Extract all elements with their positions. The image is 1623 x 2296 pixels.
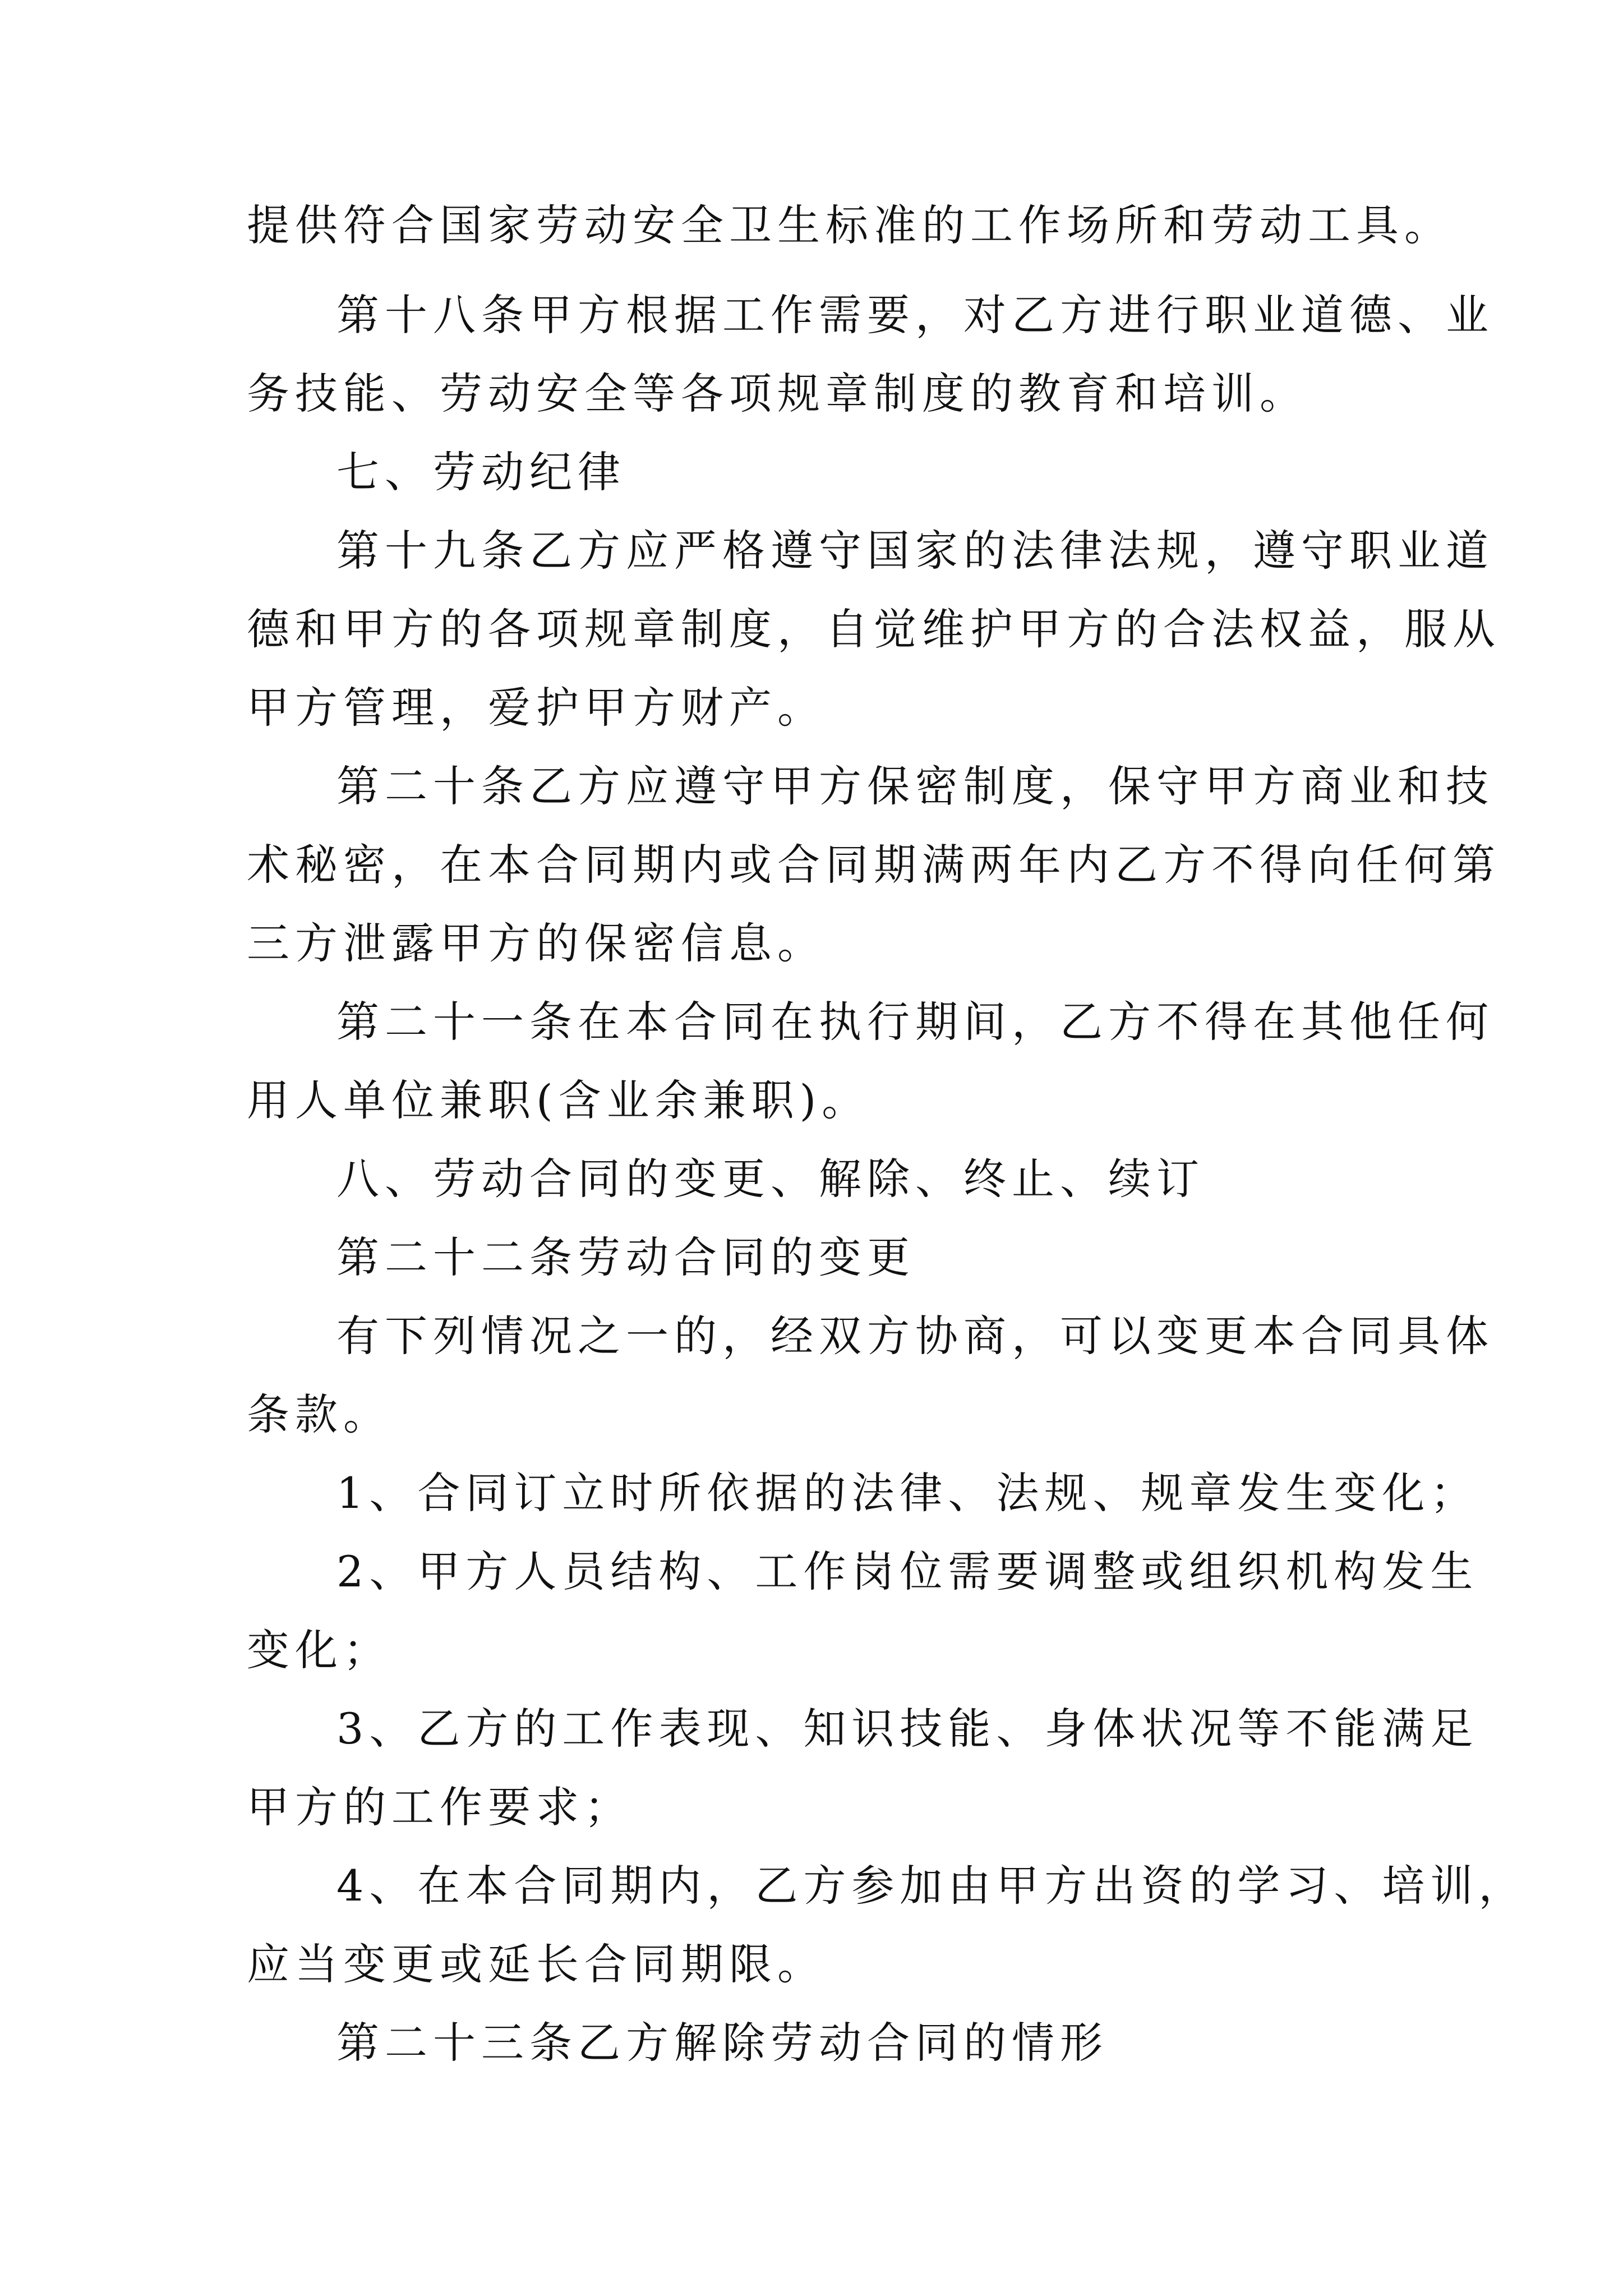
text-line-23: 应当变更或延长合同期限。 xyxy=(247,1939,826,1989)
text-line-9: 术秘密，在本合同期内或合同期满两年内乙方不得向任何第 xyxy=(247,840,1501,890)
text-line-5: 第十九条乙方应严格遵守国家的法律法规，遵守职业道 xyxy=(336,526,1494,576)
text-line-8: 第二十条乙方应遵守甲方保密制度，保守甲方商业和技 xyxy=(336,761,1494,811)
text-line-14: 第二十二条劳动合同的变更 xyxy=(336,1232,915,1282)
text-line-24: 第二十三条乙方解除劳动合同的情形 xyxy=(336,2018,1108,2068)
text-line-15: 有下列情况之一的，经双方协商，可以变更本合同具体 xyxy=(336,1311,1494,1361)
text-line-11: 第二十一条在本合同在执行期间，乙方不得在其他任何 xyxy=(336,997,1494,1047)
text-line-21: 甲方的工作要求； xyxy=(247,1782,633,1832)
text-line-6: 德和甲方的各项规章制度，自觉维护甲方的合法权益，服从 xyxy=(247,604,1501,654)
list-item-1: 1、合同订立时所依据的法律、法规、规章发生变化； xyxy=(336,1468,1479,1518)
text-line-19: 变化； xyxy=(247,1625,391,1675)
text-line-3: 务技能、劳动安全等各项规章制度的教育和培训。 xyxy=(247,369,1308,418)
text-line-1: 提供符合国家劳动安全卫生标准的工作场所和劳动工具。 xyxy=(247,200,1453,250)
list-item-4: 4、在本合同期内，乙方参加由甲方出资的学习、培训， xyxy=(336,1861,1527,1911)
text-line-16: 条款。 xyxy=(247,1389,391,1439)
text-line-2: 第十八条甲方根据工作需要，对乙方进行职业道德、业 xyxy=(336,290,1494,340)
text-line-10: 三方泄露甲方的保密信息。 xyxy=(247,918,826,968)
section-heading-7: 七、劳动纪律 xyxy=(336,447,626,497)
section-heading-8: 八、劳动合同的变更、解除、终止、续订 xyxy=(336,1154,1205,1204)
text-line-12: 用人单位兼职(含业余兼职)。 xyxy=(247,1075,870,1125)
text-line-7: 甲方管理，爱护甲方财产。 xyxy=(247,683,826,733)
list-item-2: 2、甲方人员结构、工作岗位需要调整或组织机构发生 xyxy=(336,1547,1479,1596)
list-item-3: 3、乙方的工作表现、知识技能、身体状况等不能满足 xyxy=(336,1704,1479,1754)
